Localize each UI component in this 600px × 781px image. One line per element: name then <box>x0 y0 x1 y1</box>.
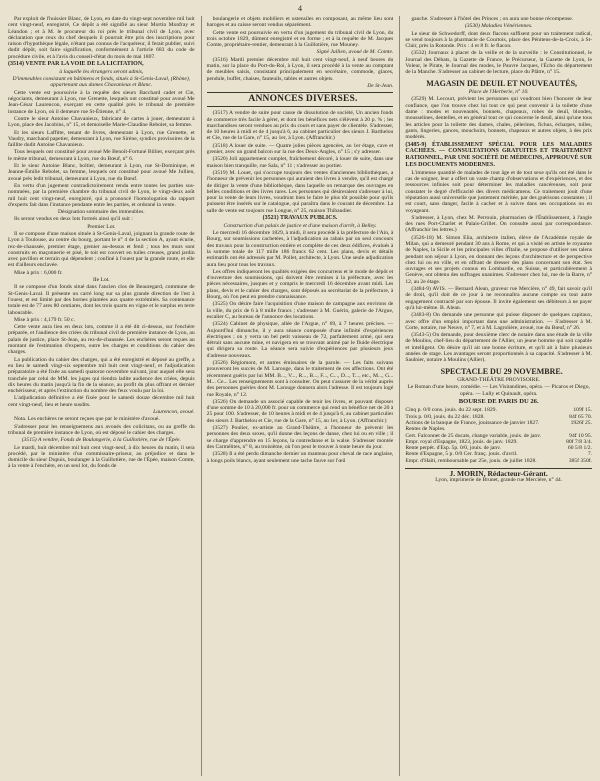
paragraph: (3519) M. Louet, qui s'occupe toujours des ventes d'anciennes bibliothèques, a l'honneur de prévenir les personnes qui auraient des livres à vendre, qu'il est chargé de diriger la vente d'une bibliothèque, dans laquelle on remarque des ouvrages en belles conditions et des livres rares. Les personnes qui désireraient s'adresser à lui, pour la vente de leurs livres, voudront bien le faire le plus tôt possible pour qu'ils puissent être insérés sur le catalogue, qui paraîtra dans le courant de décembre. La salle de vente est toujours rue Longue, n° 25, maison Thibaudier. <box>206 169 394 214</box>
paragraph: En vertu d'un jugement contradictoirement rendu entre toutes les parties sus-nommées, par la première chambre du tribunal civil de Lyon, le vingt-deux août mil huit cent vingt-neuf, enregistré, qui a prononcé l'homologation du rapport d'experts fait dans l'instance pendante entre les parties, et ordonné la vente. <box>8 182 195 208</box>
paragraph: IIe Lot. <box>92 277 110 284</box>
paragraph: (3526) Régiomont, et autres émissaires de la parole. — Les faits suivans prouveront les succès de M. Larouge, dans le traitement de ces affections. Ont été récemment guéris par lui MM. B..., V..., R..., B..., F..., C..., D..., T..., etc., M..., G... M... Ce... Les renseignements sont à consulter. On peut s'assurer de la vérité auprès des personnes guéries dont M. Larouge donnera alors l'adresse. Il est toujours logé rue Royale, n° 12. <box>206 360 394 398</box>
paragraph: (3529) M. Lecourt, prévient les personnes qui voudront bien l'honorer de leur confiance, que l'on trouve chez lui tout ce qui peut convenir à la toilette d'une dame : modes et nouveautés, bonnets, chapeaux, robes de deuil, blondes, mousselines, dentelles, et en général tout ce qui concerne le deuil, ainsi qu'une tous les articles pour la toilette des dames, chales, pèlerines, fichus, écharpes, tulles, gants, lingeries, gances, mouchoirs, bonnets, chapeaux et autres objets, à des prix modérés. <box>405 96 593 141</box>
paragraph: Cette vente est poursuivie à la requête des sieurs Bacchard cadet et Cie, négociants, demeurant à Lyon, rue Grenette, lesquels ont constitué pour avoué Me Jean-César Laurencon, exerçant en cette qualité près le tribunal de première instance de Lyon, où il demeure rue St-Étienne, n° 4. <box>8 89 195 115</box>
bourse-rows <box>405 407 592 464</box>
paragraph: (3483-8) On demande une personne qui puisse disposer de quelques capitaux, avec offre d'un emploi important dans une administration. — S'adresser à M. Corte, notaire, rue Neuve, n° 7, et à M. Lagrolière, avoué, rue du Bœuf, n° 26. <box>405 312 593 331</box>
paragraph: Le sieur de Schwedorff, dont deux flacons suffisent pour un traitement radical, se vend toujours à la pharmacie de Courtois, place des Pénitens-de-la-Croix, à St-Clair, près la Rotonde. Prix : 4 et 8 fr. le flacon. <box>405 30 593 50</box>
paragraph: Le mercredi 16 décembre 1829, à midi, il sera procédé à la préfecture de l'Ain, à Bourg, sur soumissions cachetées, à l'adjudication au rabais par un seul concours des travaux pour la construction entière et complète de ces deux édifices, évalués à la somme totale de 117 mille 186 francs 62 cent. Les plans, devis et détails estimatifs ont été adressés par M. Pollet, architecte, à Lyon. Une seule adjudication aura lieu pour tous les travaux. <box>206 230 394 268</box>
paragraph: Mise à prix : 6,000 fr. <box>14 269 63 276</box>
bourse-security: Trois p. 0/0, jouis. du 22 déc. 1828. <box>405 413 485 420</box>
bourse-price: 7. <box>587 451 593 458</box>
bourse-security: Rentes de Naples. <box>405 426 446 433</box>
bourse-security: Rente perpét. d'Esp. 5p. 0/0, jouis. de janv. <box>405 445 501 452</box>
paragraph: L'adjudication définitive a été fixée pour le samedi douze décembre mil huit cent vingt-neuf, lieu et heure susdits. <box>8 395 195 408</box>
paragraph: Place de l'Herberie, n° 10. <box>468 89 529 96</box>
bourse-price: 94f 10 95. <box>569 432 593 439</box>
paragraph: (3525) On désire faire l'acquisition d'une maison de campagne aux environs de la ville, du prix de 6 à 8 mille francs ; s'adresser à M. Guérin, galerie de l'Argue, escalier C, au bureau de l'annonce des locations. <box>206 301 394 320</box>
paragraph: à laquelle les étrangers seront admis, <box>59 68 144 75</box>
section-heading: ANNONCES DIVERSES. <box>207 92 394 107</box>
paragraph: (3526-18) M. Simon Elia, architecte italien, élève de l'Académie royale de Milan, qui a demeuré pendant 30 ans à Rome, et qui a visité en artiste le royaume de Naples, la Sicile et les principales villes d'Italie, se propose d'utiliser ses talens pendant son séjour à Lyon, en donnant des leçons d'architecture et de perspective chez lui ou en ville, et en offrant de dresser des plans concernant son état. Ses ouvrages et ses projets connus en Lombardie, en Suisse, et particulièrement à Genève, ont obtenu des suffrages unanimes. S'adresser chez lui, rue de la Barre, n° 12, au 2e étage. <box>405 234 593 285</box>
paragraph: (3484-9) AVIS. — Bernard Alean, graveur rue Mercière, n° 49, fait savoir qu'il de droit, qu'il doit de ce jour à ne reconnaîtra aucune compte ou tout autre engagement contracté par son épouse. Il invite également ses débiteurs à ne payer qu'à lui-même. B. Alean. <box>405 286 593 311</box>
bourse-security: Empr. d'Haïti, remboursable par 25e, jouis. de juillet 1828. <box>405 457 537 464</box>
paragraph: (3520) Joli appartement complet, fraîchement décoré, à louer de suite, dans une maison bien tranquille, rue Sala, n° 11 ; s'adresser au portier. <box>206 156 394 169</box>
bourse-security: Cinq p. 0/0 cons. jouis. du 22 sept. 1829. <box>405 407 497 414</box>
paragraph: Laurencon, avoué. <box>153 409 195 416</box>
printer-line: Lyon, imprimerie de Brunet, grande rue Mercière, n° 44. <box>435 477 563 484</box>
paragraph: (3516) Mardi premier décembre mil huit cent vingt-neuf, à neuf heures du matin, sur la place du Port-du-Roi, à Lyon, il sera procédé à la vente au comptant de meubles saisis, consistant principalement en secrétaire, commode, glaces, pendule, buffet, chaises, fauteuils, tables et autres objets. <box>206 56 394 82</box>
paragraph: gauche. S'adresser à l'hôtel des Princes ; on aura une bonne récompense. <box>411 16 574 22</box>
paragraph: (3524) Cabinet de physique, allée de l'Argue, n° 69, à 7 heures précises. — Aujourd'hui dimanche, il y aura séance composée d'une infinité d'expériences électriques ; on y verra un bel petit vaisseau de 72, parfaitement armé, qui sera détruit sans aucune mine, et navigera en se trouvant animé par le fluide électrique qui dirigera sa route. La séance sera suivie d'expériences par plusieurs jeux d'adresse nouveaux. <box>206 321 394 359</box>
bourse-price: 60 5/8 1/2. <box>567 445 593 452</box>
paragraph: (3518) A louer de suite. — Quatre jolies pièces agencées, au 1er étage, cave et grenier, avec un grand balcon sur la rue des Deux-Angles, n° 15 ; s'y adresser. <box>206 142 394 156</box>
column-3 <box>399 16 592 776</box>
column-2 <box>201 16 394 776</box>
paragraph: Signé Jullien, avoué de M. Comte. <box>316 49 394 56</box>
paragraph: (3527) Poulier, ex-artiste au Grand-Théâtre, a l'honneur de prévenir les personnes des deux sexes, qu'il donne des leçons de danse, chez lui ou en ville ; il se charge d'apprendre en 15 leçons, la contredanse et la walse. S'adresser montée des Carmélites, n° 8, au troisième, où l'on peut le trouver à toute heure du jour. <box>206 425 394 450</box>
paragraph: Le Roman d'une heure, comédie. — Les Visitandines, opéra. — Picaros et Diego, opéra. — Lully et Quinault, opéra. <box>407 384 590 397</box>
paragraph: (3543-5) On demande, pour deuxième clerc de notaire dans une étude de la ville de Moulins, chef-lieu du département de l'Allier, un jeune homme qui soit capable et intelligent. On désire qu'il ait une bonne écriture, et qu'il ait à faire plusieurs années de stage. Les avantages seront proportionnés à sa capacité. S'adresser à M. Saulnier, notaire à Moulins (Allier). <box>405 332 593 364</box>
bourse-security: Empr. royal d'Espagne, 1823, jouis. de janv. 1829. <box>405 438 518 445</box>
paragraph: Désignation sommaire des immeubles. <box>57 209 145 216</box>
paragraph: Nota. Les enchères ne seront reçues que par le ministère d'avoué. <box>14 416 160 423</box>
paragraph: D'immeubles consistant en bâtimens et fonds, situés à St-Genis-Laval, (Rhône), appartenant aux dames Chavanieux et Blanc. <box>12 76 191 89</box>
bourse-row <box>405 458 592 464</box>
paragraph: La publication du cahier des charges, qui a été enregistré et déposé au greffe, a eu lieu le samedi vingt-six septembre mil huit cent vingt-neuf, et l'adjudication préparatoire a été fixée au samedi quatorze novembre suivant, jour auquel elle sera tranchée par celui de MM. les juges qui tiendra ladite audience des criées, depuis dix heures du matin jusqu'à la fin de la séance, au profit du plus offrant et dernier enchérisseur, et après l'extinction du nombre des feux voulu par la loi. <box>8 356 195 395</box>
bourse-price: 385f 350f. <box>568 457 593 464</box>
bourse-security: Actions de la banque de France, jouissance de janvier 1827. <box>405 419 540 426</box>
paragraph: L'immense quantité de malades de tout âge et de tout sexe qu'ils ont été dans le cas de soigner, leur a offert un vaste champ d'observations et d'expériences, et des ressources infinies soit pour déterminer les maladies cancéreuses, soit pour constater le degré d'efficacité des divers médicamens. Ce traitement jouit d'une réputation aussi universelle que justement méritée, par des guérisons constantes ; il est court, sans danger, facile à cacher et à suivre dans ses occupations ou en voyageant. <box>405 169 593 214</box>
paragraph: Construction d'un palais de justice et d'une maison d'arrêt, à Belley. <box>223 222 377 229</box>
paragraph: Il se compose d'un fonds situé dans l'ancien clos de Beauregard, commune de St-Genis-Laval. Il présente un carré long sur sa plus grande direction de l'est à l'ouest, et est limité par des bornes plantées aux quatre extrémités. Sa contenance totale est de 77 ares 80 centiares, dont les trois quarts en vigne et le surplus en terre labourable. <box>8 284 195 316</box>
paragraph: (3528) Il a été perdu dimanche dernier un manteau pour cheval de race anglaise, à longs poils blancs, ayant seulement une tache fauve sur l'œil <box>206 451 394 464</box>
paragraph: Cette vente est poursuivie en vertu d'un jugement du tribunal civil de Lyon, du trois octobre 1829, dûment enregistré et en forme ; et à la requête de M. Jacques Comte, propriétaire-rentier, demeurant à la Guillotière, rue Mouney. <box>206 29 394 49</box>
paragraph: Il se compose d'une maison située à St-Genis-Laval, joignant la grande route de Lyon à Toulouse, au centre du bourg, portant le n° 4 de la section A, ayant écurie, rez-de-chaussée, premier étage, grenier au-dessus et fenil ; tous les murs sont construits en maçonnerie et pisé, le toit est couvert en tuiles creuses, grand jardin avec pavillon et terrain qui dépendent ; confiné à l'ouest par la grande route, et elle est d'ailleurs enclavée. <box>8 231 195 269</box>
section-heading: SPECTACLE DU 29 NOVEMBRE. <box>440 366 563 376</box>
paragraph: (3526) On demande un associé capable de tenir les livres, et pouvant disposer d'une somme de 10 à 20,000 fr. pour un commerce qui rend un bénéfice net de 20 à 25 pour 100. S'adresser, de 10 heures à midi et de 4 jusqu'à 6, au cabinet particulier des sieurs J. Barthelou et Cie, rue de la Gare, n° 15, au 1er, à Lyon. (Affranchir.) <box>206 398 394 424</box>
paragraph: Le mardi, huit décembre mil huit cent vingt-neuf, à dix heures du matin, il sera procédé, par le ministère d'un commissaire-priseur, au préjudice et dans le domicile du sieur Dupuis, boulanger à la Guillotière, rue de l'Épée, maison Comte, à la vente à l'enchère, en un seul lot, du fonds de <box>8 444 195 470</box>
paragraph: boulangerie et objets mobiliers et ustensiles en composant, au même lieu sont baroges et au caisse seront vendus séparément. <box>206 16 394 29</box>
paragraph: Cette vente aura lieu en deux lots, comme il a été dit ci-dessus, sur l'enchère préparée, et l'audience des criées du tribunal civil de première instance de Lyon, au palais de justice, place St-Jean, au rez-de-chaussée. Les enchères seront reçues au montant de l'estimation d'experts, outre les charges et conditions du cahier des charges. <box>8 324 195 356</box>
paragraph: (3515) A vendre, Fonds de Boulangerie, à la Guillotière, rue de l'Épée. <box>21 437 181 444</box>
paragraph: Premier Lot. <box>87 223 116 230</box>
bourse-security: Rente d'Espagne, 5 p. 0/0 Cer. franç. jouis. d'avril. <box>405 451 518 458</box>
paragraph: Ils seront vendus en deux lots formés ainsi qu'il suit : <box>14 216 133 223</box>
editor-signature: J. MORIN, Rédacteur-Gérant. <box>405 468 592 477</box>
bourse-security: Cert. Falconnet de 25 ducats, change variable, jouis. de janv. <box>405 432 542 439</box>
paragraph: Contre le sieur Antoine Chavanieux, fabricant de cartes à jouer, demeurant à Lyon, place des Jacobins, n° 15, et demoiselle Marie-Claudine Rebolet, sa femme. <box>8 115 195 129</box>
bourse-price: 80f 7/8 3/4. <box>566 438 593 445</box>
paragraph: (3521) TRAVAUX PUBLICS. <box>262 215 338 222</box>
column-3-text <box>405 16 592 397</box>
paragraph: GRAND-THÉÂTRE PROVISOIRE. <box>457 377 541 384</box>
bourse-table <box>405 399 592 464</box>
paragraph: Mise à prix : 4,179 fr. 50 c. <box>14 316 75 323</box>
paragraph: Et le sieur Antoine Blanc, boîtier, demeurant à Lyon, rue St-Dominique, et Jeanne-Émilie Rebolet, sa femme, lesquels ont constitué pour avoué Me Jullien, avoué près ledit tribunal, demeurant à Lyon, rue du Bœuf. <box>8 163 195 182</box>
column-1 <box>8 16 195 776</box>
paragraph: (3514) VENTE PAR LA VOIE DE LA LICITATION, <box>8 61 144 68</box>
paragraph: (3532) Journaux à placer de la veille et de la surveille : le Constitutionnel, le Journal des Débats, la Gazette de France, le Précurseur, la Gazette de Lyon, le Voleur, le Pirate, le Journal des modes, le Pauvre Jacques, l'Écho du département de la Manche. S'adresser au cabinet de lecture, place du Plâtre, n° 15. <box>405 50 593 76</box>
paragraph: Par exploit de l'huissier Blanc, de Lyon, en date du vingt-sept novembre mil huit cent vingt-neuf, enregistré, Ce dépôt a été signifié au sieur Mortin Monfray et Léandon ; et à M. le procureur du roi près le tribunal civil de Lyon, avec déclaration que ceux du chef desquels il pourrait être pris des inscriptions pour raison d'hypothèque légale, n'étant pas connus de l'acquéreur, il ferait publier, suivi dudit dépôt, soit faire signification, conformément à l'article 683 du code de procédure civile, et à l'avis du conseil-d'état du mois de mai 1807. <box>8 16 195 60</box>
bourse-price: 84f 65 70. <box>569 413 593 420</box>
paragraph: (3517) A vendre de suite pour cause de dissolution de société, Un ancien fonds de commerce très facile à gérer, et dont les bénéfices nets s'élèvent à 20 p. % ; les marchandises seront vendues au prix du cours et sans payer de clientèle. S'adresser, de 10 heures à midi et de 4 jusqu'à 6, au cabinet particulier des sieurs J. Barthelou et Cie, rue de la Gare, n° 15, au 1er, à Lyon. (Affranchir.) <box>206 110 394 142</box>
bourse-price: 109f 15. <box>573 407 593 414</box>
columns <box>8 16 592 776</box>
paragraph: De St-Jean. <box>367 82 394 89</box>
paragraph: Et les sieurs Laffitte, tenant de livres, demeurant à Lyon, rue Grenette, et Vaudry, marchand papetier, demeurant à Lyon, rue Sirène, syndics provisoires de la faillite dudit Antoine Chavanieux. <box>8 129 195 149</box>
paragraph: S'adresser, à Lyon, chez M. Perrouin, pharmacien de l'Établissement, à l'angle des rues Port-Charlet et Palais-Grillet. On consulte aussi par correspondance. (Affranchir les lettres.) <box>405 214 593 234</box>
bourse-price: 1926f 25. <box>570 419 593 426</box>
paragraph: (3485-9) ÉTABLISSEMENT SPÉCIAL POUR LES MALADIES CACHÉES. — CONSULTATIONS GRATUITES ET TRAITEMENT RATIONNEL, PAR UNE SOCIÉTÉ DE MÉDECINS, APPROUVÉ SUR LES DOCUMENTS MODERNES. <box>405 141 593 168</box>
paragraph: S'adresser pour les renseignemens aux avoués des colicitans, ou au greffe du tribunal de première instance de Lyon, où est déposé le cahier des charges. <box>8 423 195 436</box>
paragraph: (3530) Maladies Vénériennes. <box>464 23 533 30</box>
paragraph: Tous lesquels ont constitué pour avoué Me Benoît-Fortuné Billiet, exerçant près le même tribunal, demeurant à Lyon, rue du Bœuf, n° 6. <box>8 149 195 162</box>
paragraph: Les offres indiqueront les qualités exigées des concurrens et le mode de dépôt et d'ouverture des soumissions, qui doivent être remises à la préfecture, avec les pièces nécessaires, jusques et y compris le mercredi 16 décembre avant midi. Les plans, devis et le cahier des charges, sont déposés au secrétariat de la préfecture, à Bourg, où l'on peut en prendre connaissance. <box>206 268 394 301</box>
page-number: 4 <box>298 4 302 13</box>
section-heading: MAGASIN DE DEUIL ET NOUVEAUTÉS, <box>426 78 578 88</box>
bourse-title: BOURSE DE PARIS DU 26. <box>458 398 539 406</box>
